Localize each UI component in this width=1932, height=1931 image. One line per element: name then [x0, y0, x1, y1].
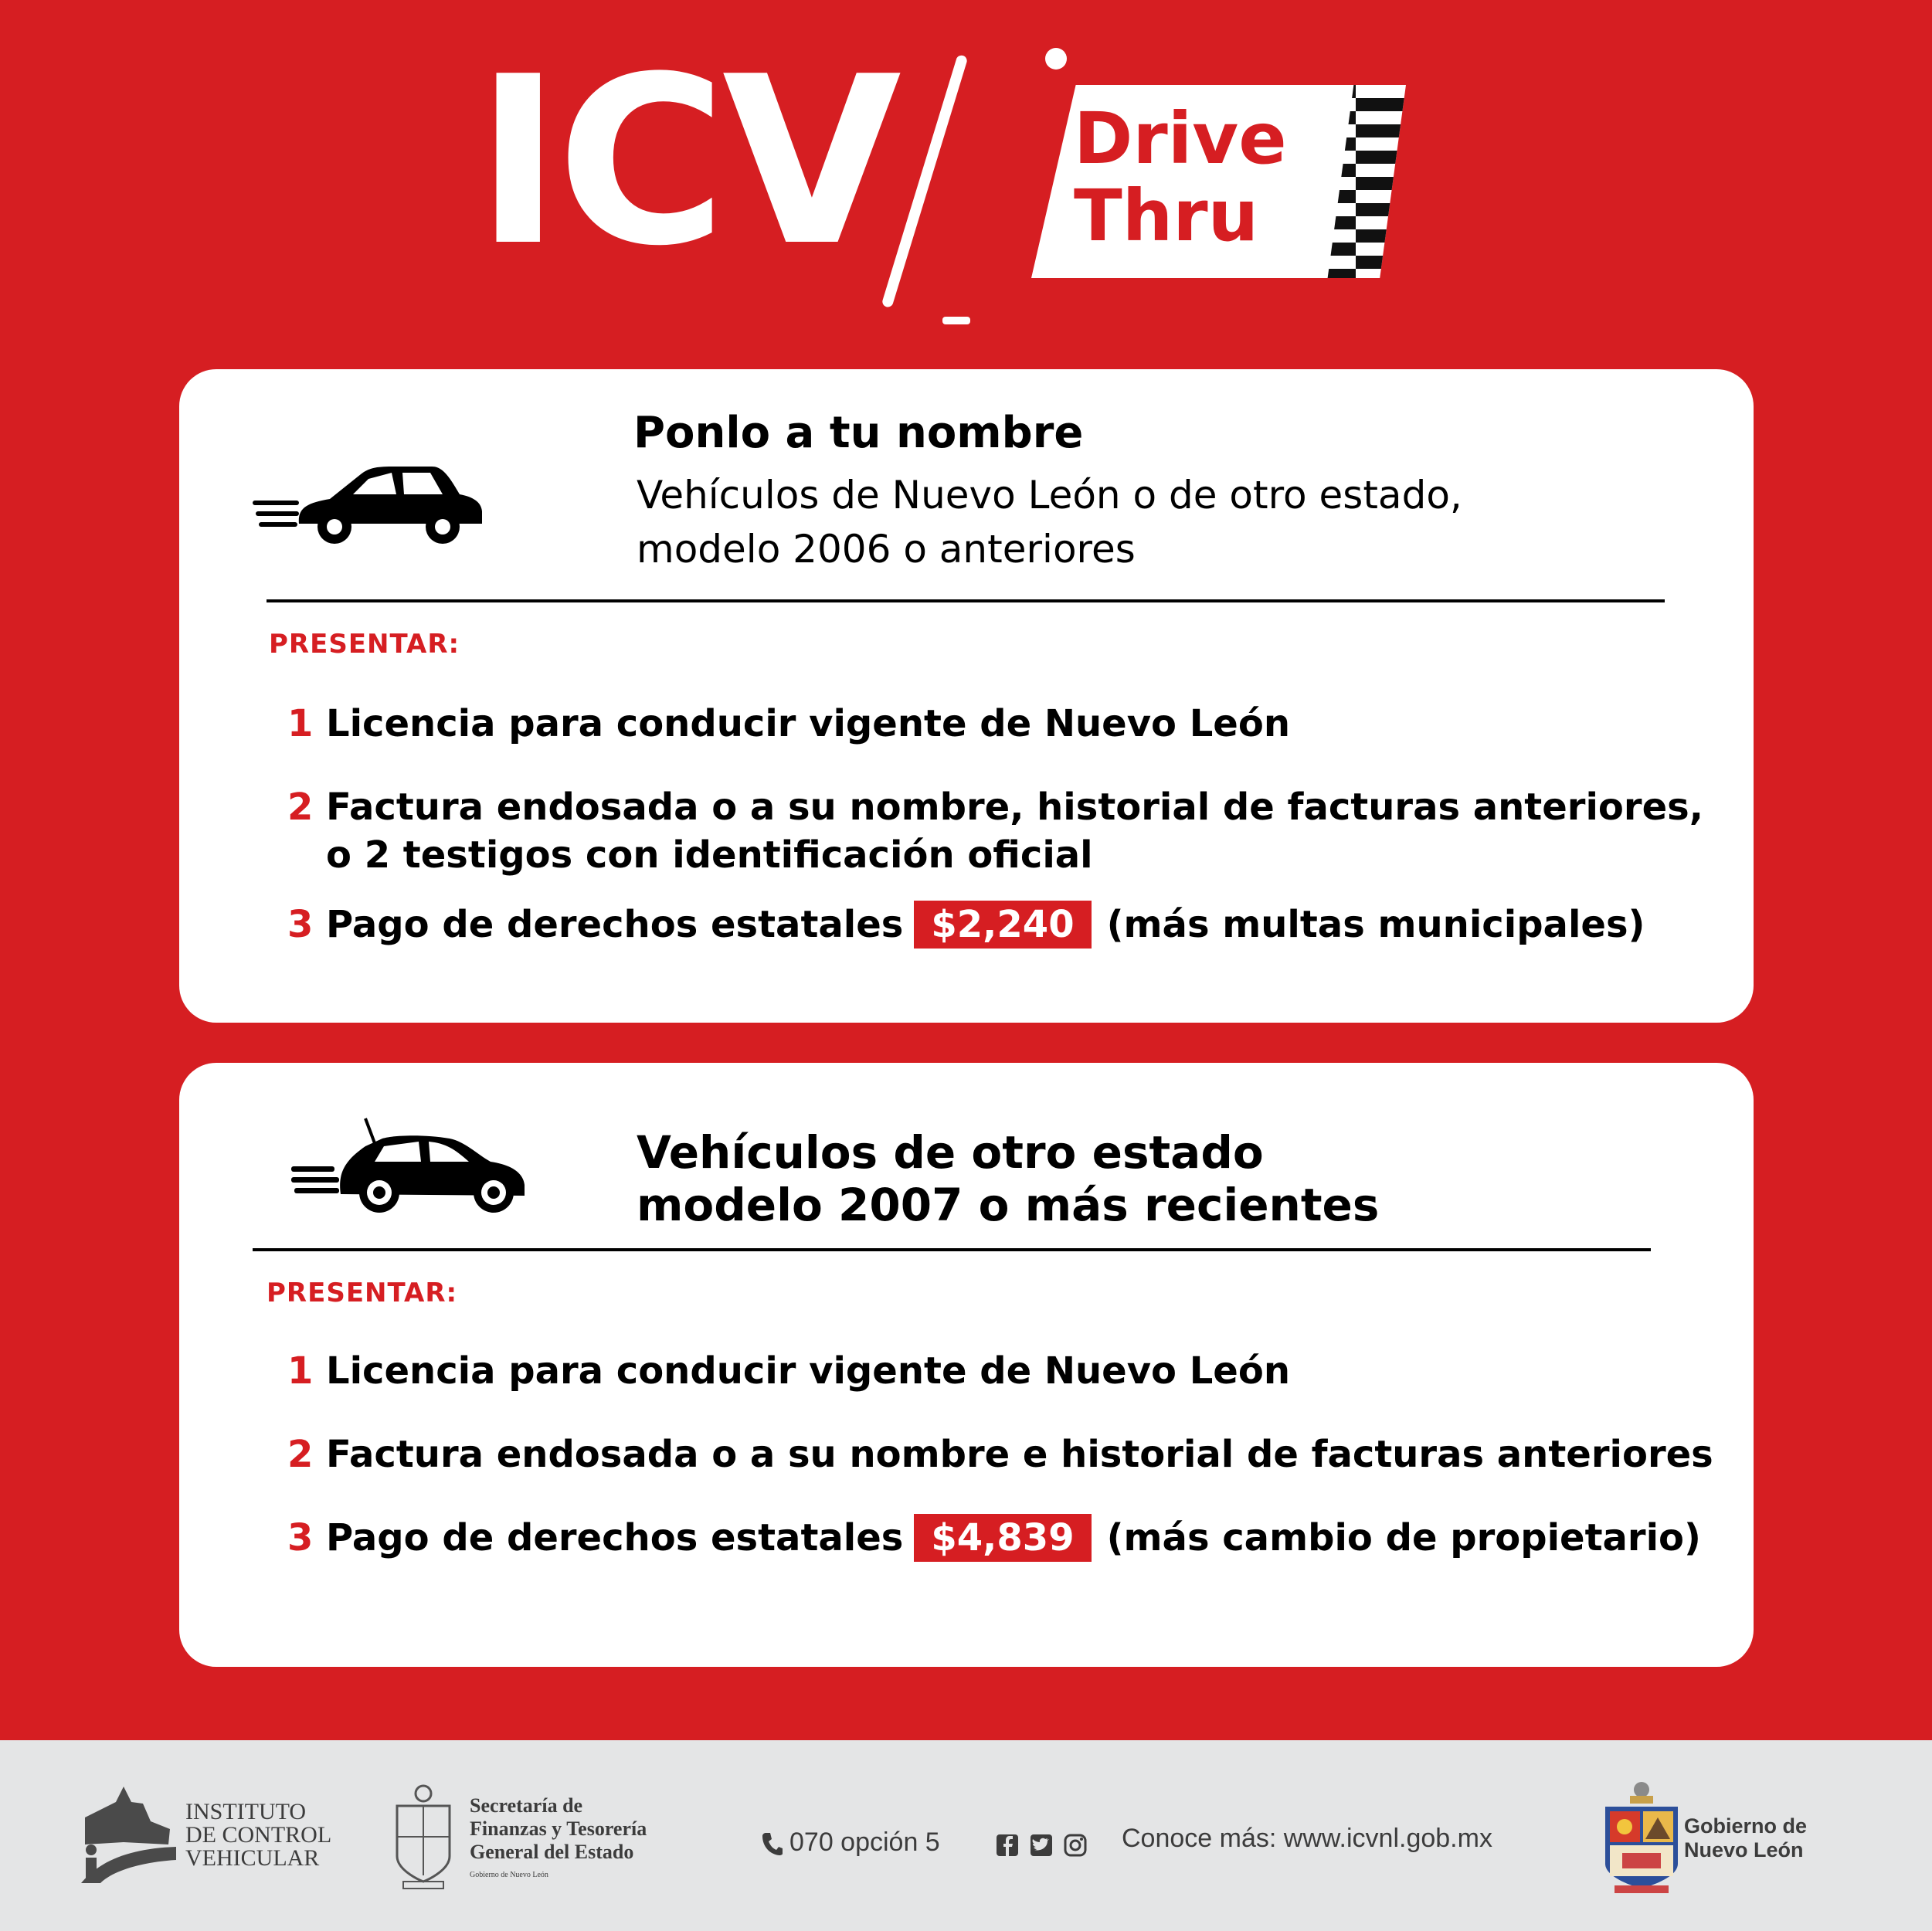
flag-knob — [1045, 48, 1067, 70]
item-number: 2 — [287, 786, 314, 829]
card2-title — [637, 1126, 1379, 1231]
item-text: Licencia para conducir vigente de Nuevo León — [326, 1349, 1290, 1393]
card1-subtitle-line2: modelo 2006 o anteriores — [637, 527, 1136, 572]
sf-line3: General del Estado — [470, 1841, 634, 1863]
card1-subtitle-line1: Vehículos de Nuevo León o de otro estado, — [637, 473, 1462, 518]
state-seal-icon — [392, 1783, 454, 1891]
sf-small-caption: Gobierno de Nuevo León — [470, 1871, 548, 1879]
card1-requirement-1 — [287, 700, 1290, 748]
item-text-continued: o 2 testigos con identificación oficial — [326, 833, 1093, 877]
card2-presentar-label: PRESENTAR: — [267, 1278, 458, 1308]
secretaria-finanzas-name — [470, 1794, 647, 1887]
gob-line1: Gobierno de — [1684, 1814, 1808, 1838]
item-number: 3 — [287, 903, 314, 946]
item-text: Pago de derechos estatales — [326, 1516, 904, 1559]
sf-line1: Secretaría de — [470, 1794, 583, 1817]
card2-requirement-2 — [287, 1430, 1713, 1478]
price-badge: $2,240 — [914, 901, 1091, 949]
nuevo-leon-coat-of-arms-icon — [1599, 1779, 1684, 1895]
social-icons — [997, 1833, 1089, 1858]
icv-institute-icon — [77, 1787, 178, 1883]
card2-divider — [253, 1248, 1651, 1251]
gob-line2: Nuevo León — [1684, 1838, 1804, 1861]
facebook-icon — [997, 1834, 1018, 1856]
website-link[interactable]: Conoce más: www.icvnl.gob.mx — [1122, 1824, 1492, 1853]
footer — [0, 1740, 1932, 1931]
card1-divider — [267, 599, 1665, 602]
item-note: (más multas municipales) — [1106, 903, 1645, 946]
card2-requirement-1 — [287, 1347, 1290, 1395]
card2-requirement-3 — [287, 1514, 1701, 1562]
icv-institute-name — [185, 1800, 331, 1870]
phone-icon — [761, 1831, 783, 1856]
item-note: (más cambio de propietario) — [1106, 1516, 1701, 1559]
item-number: 3 — [287, 1516, 314, 1559]
flag-line1: Drive — [1074, 97, 1287, 180]
sedan-car-icon — [253, 460, 484, 545]
icv-logo-text: ICV — [475, 27, 897, 297]
sf-line2: Finanzas y Tesorería — [470, 1817, 647, 1840]
twitter-icon — [1031, 1834, 1052, 1856]
card1-requirement-2 — [287, 783, 1703, 879]
icv-line1: INSTITUTO — [185, 1799, 307, 1824]
icv-line2: DE CONTROL — [185, 1822, 332, 1848]
card2-title-line2: modelo 2007 o más recientes — [637, 1179, 1380, 1231]
gobierno-nuevo-leon-name — [1684, 1814, 1807, 1862]
item-text: Licencia para conducir vigente de Nuevo León — [326, 702, 1290, 745]
item-text: Factura endosada o a su nombre e historial de facturas anteriores — [326, 1433, 1713, 1476]
flag-line2: Thru — [1074, 175, 1259, 257]
item-number: 2 — [287, 1433, 314, 1476]
icv-line3: VEHICULAR — [185, 1845, 320, 1871]
drive-thru-text — [1074, 97, 1287, 257]
instagram-icon — [1065, 1835, 1085, 1855]
item-text: Pago de derechos estatales — [326, 903, 904, 946]
price-badge: $4,839 — [914, 1514, 1091, 1562]
hatchback-car-icon — [291, 1115, 527, 1217]
card-otro-estado-2007 — [179, 1063, 1754, 1667]
card1-presentar-label: PRESENTAR: — [269, 629, 460, 660]
card1-requirement-3 — [287, 901, 1645, 949]
item-number: 1 — [287, 702, 314, 745]
card-ponlo-a-tu-nombre — [179, 369, 1754, 1023]
card1-title: Ponlo a tu nombre — [633, 408, 1084, 458]
phone-number[interactable]: 070 opción 5 — [789, 1827, 940, 1857]
item-number: 1 — [287, 1349, 314, 1393]
flag-foot — [942, 317, 970, 324]
card2-title-line1: Vehículos de otro estado — [637, 1126, 1264, 1179]
item-text: Factura endosada o a su nombre, historial de facturas anteriores, — [326, 786, 1703, 829]
